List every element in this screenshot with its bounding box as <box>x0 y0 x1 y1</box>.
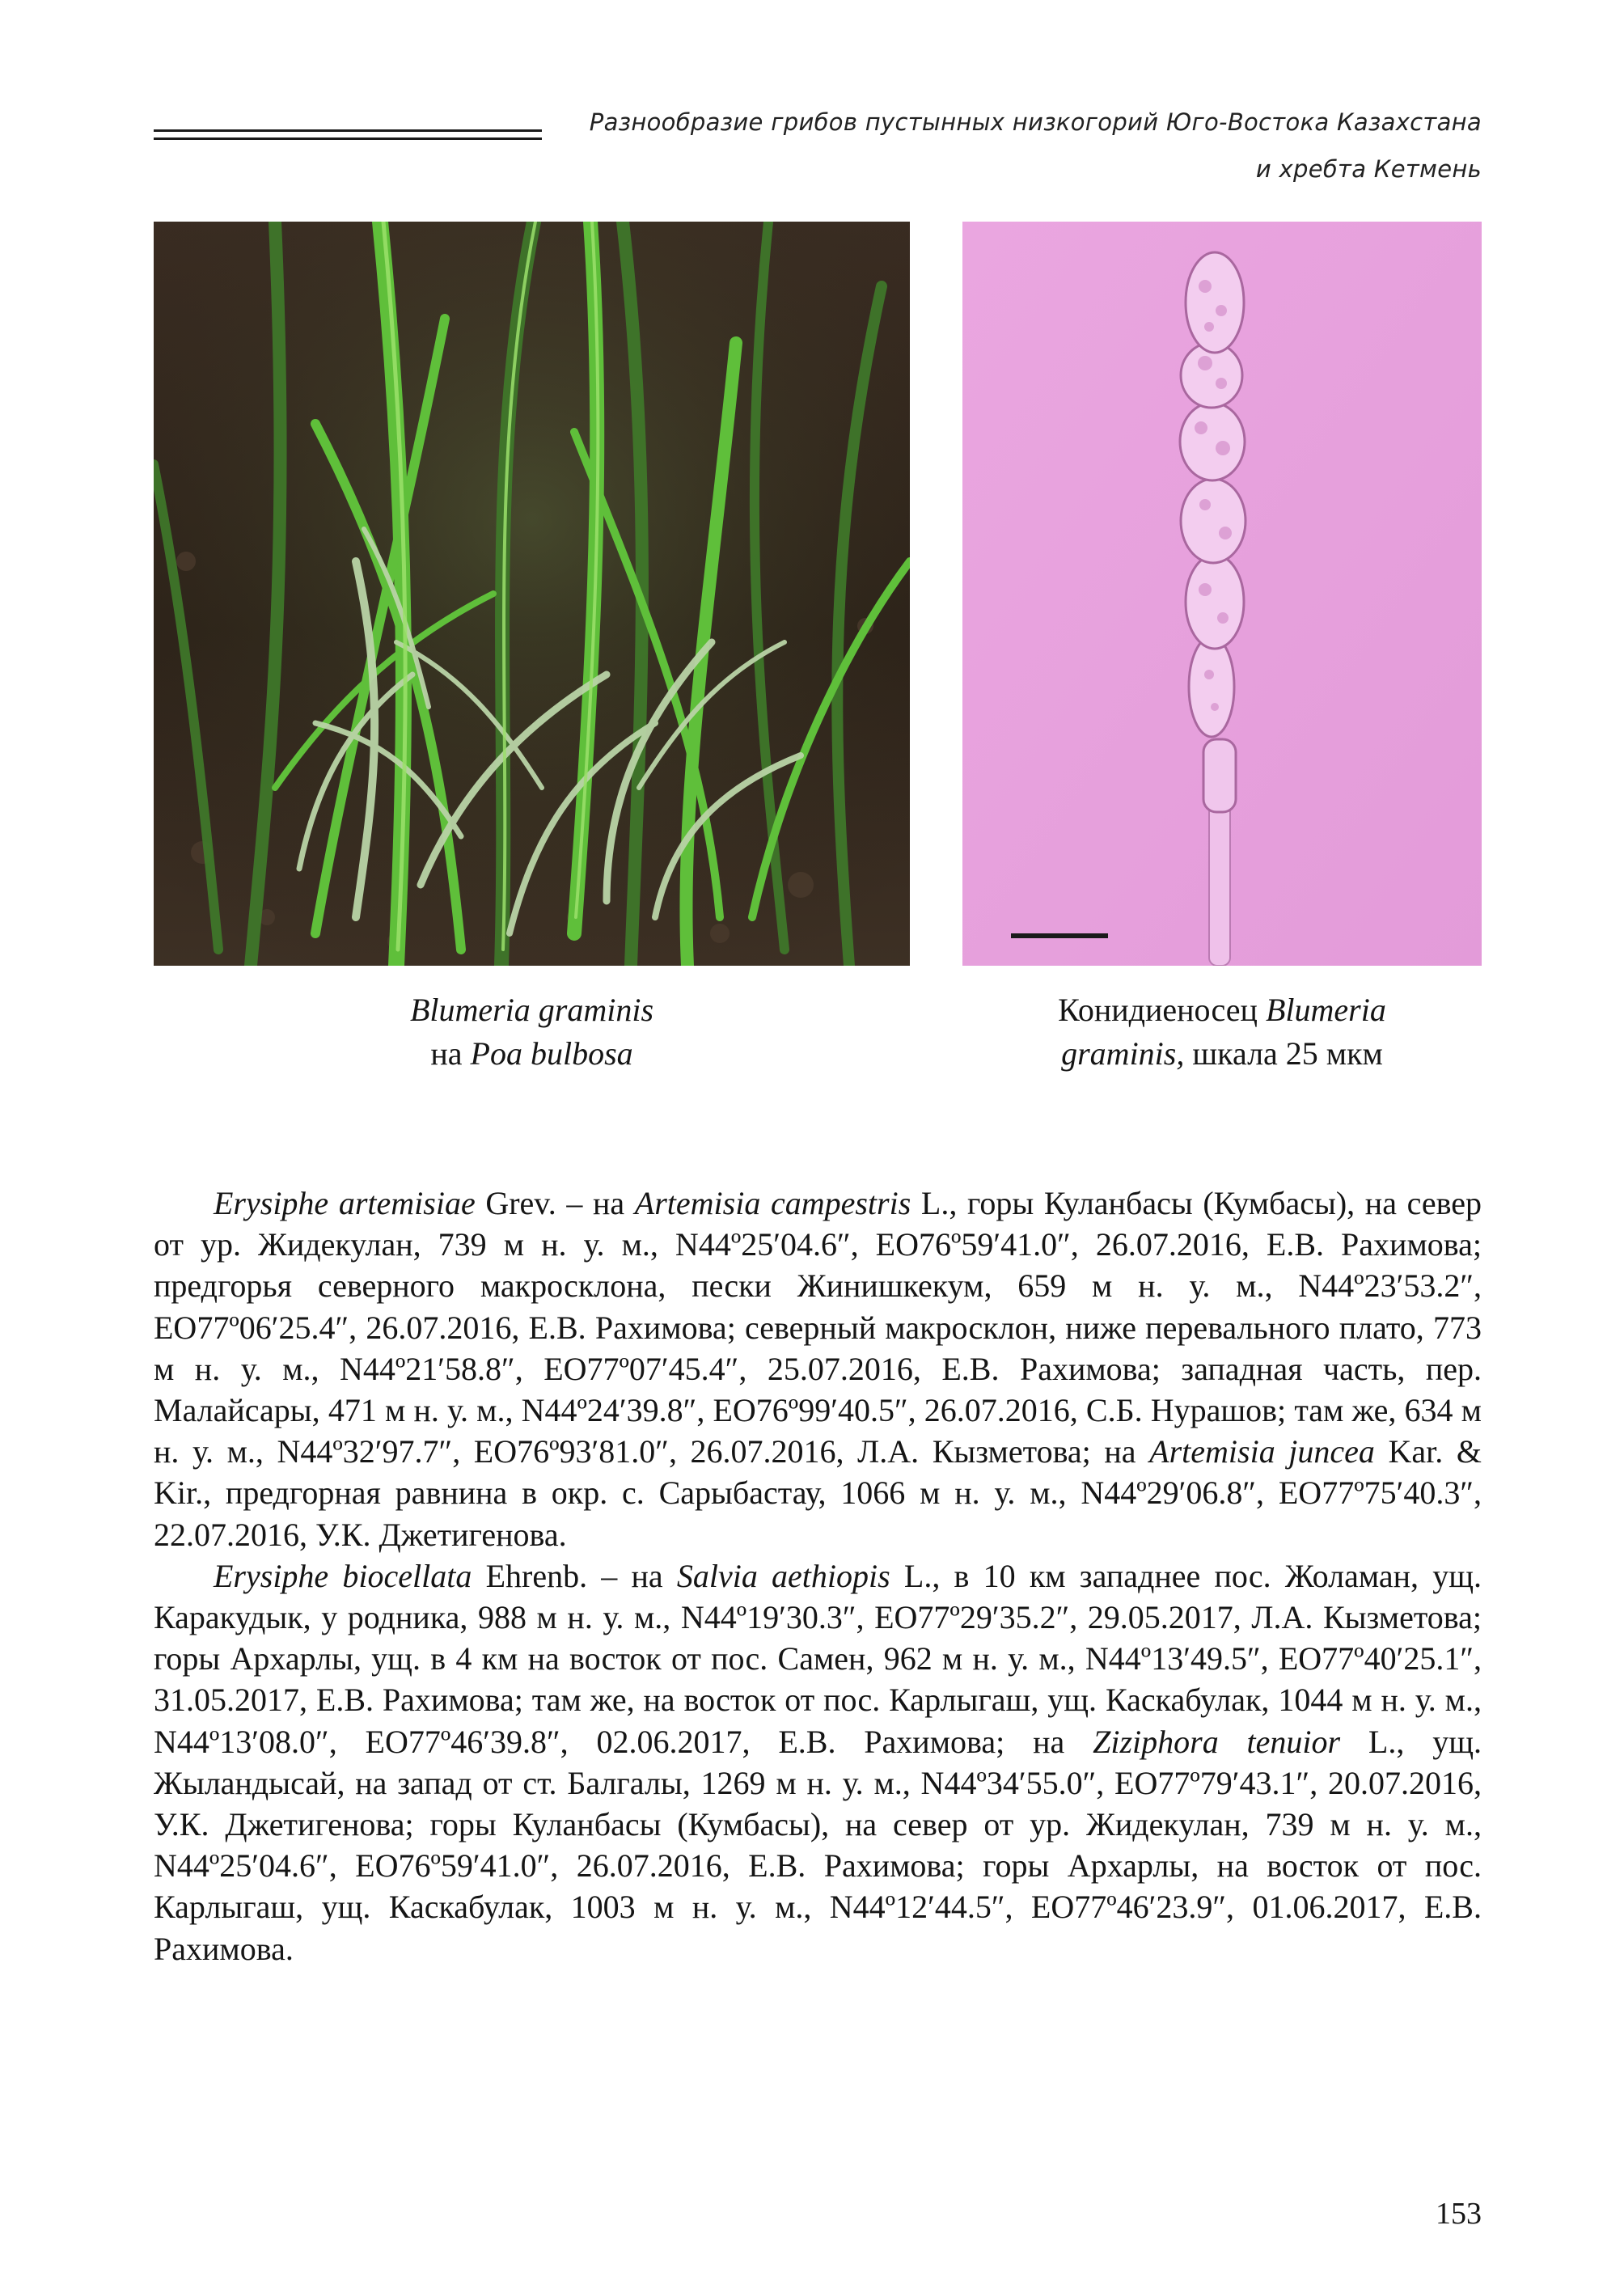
running-head <box>550 99 1482 192</box>
host-name: Salvia aethiopis <box>676 1557 890 1594</box>
text-run: L., в 10 км западнее пос. Жоламан, ущ. Каракудык, у родника, 988 м н. у. м., N44º19′30.3″, EO77º29′35.2″, 29.05.2017, Л.А. Кызметова; горы Архарлы, ущ. в 4 км на восток от пос. Самен, 962 м н. у. м., N44º13′49.5″, EO77º40′25.1″, 31.05.2017, Е.В. Рахимова; там же, на восток от пос. Карлыгаш, ущ. Каскабулак, 1044 м н. у. м., N44º13′08.0″, EO77º46′39.8″, 02.06.2017, Е.В. Рахимова; на <box>154 1557 1482 1760</box>
caption-right-prefix: Конидиеносец <box>1058 992 1266 1028</box>
caption-right-epithet: graminis, <box>1061 1035 1185 1072</box>
header-rule-bottom <box>154 137 542 140</box>
text-run: Ehrenb. – на <box>472 1557 677 1594</box>
caption-left-species: Blumeria graminis <box>409 992 654 1028</box>
body-text <box>154 1182 1482 1969</box>
host-name: Artemisia campestris <box>634 1185 911 1221</box>
text-run: Grev. – на <box>475 1185 635 1221</box>
conidiophore-illustration <box>962 222 1482 966</box>
header-rule-top <box>154 129 542 132</box>
micrograph-conidiophore <box>962 222 1482 966</box>
caption-left-prefix: на <box>430 1035 471 1072</box>
caption-right <box>962 988 1482 1076</box>
text-run: L., ущ. Жыландысай, на запад от ст. Балгалы, 1269 м н. у. м., N44º34′55.0″, EO77º79′43.1″, 20.07.2016, У.К. Джетигенова; горы Куланбасы (Кумбасы), на север от ур. Жидекулан, 739 м н. у. м., N44º25′04.6″, EO76º59′41.0″, 26.07.2016, Е.В. Рахимова; горы Архарлы, на восток от пос. Карлыгаш, ущ. Каскабулак, 1003 м н. у. м., N44º12′44.5″, EO77º46′23.9″, 01.06.2017, Е.В. Рахимова. <box>154 1723 1482 1967</box>
host-name: Ziziphora tenuior <box>1093 1723 1341 1760</box>
caption-left-host: Poa bulbosa <box>470 1035 633 1072</box>
species-name: Erysiphe artemisiae <box>214 1185 476 1221</box>
caption-right-scale: шкала 25 мкм <box>1184 1035 1383 1072</box>
running-head-line-1: Разнообразие грибов пустынных низкогорий Юго-Востока Казахстана <box>589 108 1482 136</box>
photo-blumeria-on-poa <box>154 222 910 966</box>
text-run: L., горы Куланбасы (Кумбасы), на север от ур. Жидекулан, 739 м н. у. м., N44º25′04.6″, EO76º59′41.0″, 26.07.2016, Е.В. Рахимова; предгорья северного макросклона, пески Жинишкекум, 659 м н. у. м., N44º23′53.2″, EO77º06′25.4″, 26.07.2016, Е.В. Рахимова; северный макросклон, ниже перевального плато, 773 м н. у. м., N44º21′58.8″, EO77º07′45.4″, 25.07.2016, Е.В. Рахимова; западная часть, пер. Малайсары, 471 м н. у. м., N44º24′39.8″, EO76º99′40.5″, 26.07.2016, С.Б. Нурашов; там же, 634 м н. у. м., N44º32′97.7″, EO76º93′81.0″, 26.07.2016, Л.А. Кызметова; на <box>154 1185 1482 1470</box>
species-name: Erysiphe biocellata <box>214 1557 472 1594</box>
grass-photo-illustration <box>154 222 910 966</box>
paragraph-erysiphe-artemisiae <box>154 1182 1482 1555</box>
caption-left <box>154 988 910 1076</box>
text-run: Kar. & Kir., предгорная равнина в окр. с. Сарыбастау, 1066 м н. у. м., N44º29′06.8″, EO77º75′40.3″, 22.07.2016, У.К. Джетигенова. <box>154 1433 1482 1553</box>
scale-bar <box>1011 933 1108 938</box>
running-head-line-2: и хребта Кетмень <box>1255 155 1482 183</box>
page-number: 153 <box>1436 2197 1482 2231</box>
host-name: Artemisia juncea <box>1149 1433 1375 1470</box>
caption-right-genus: Blumeria <box>1265 992 1386 1028</box>
paragraph-erysiphe-biocellata <box>154 1555 1482 1969</box>
